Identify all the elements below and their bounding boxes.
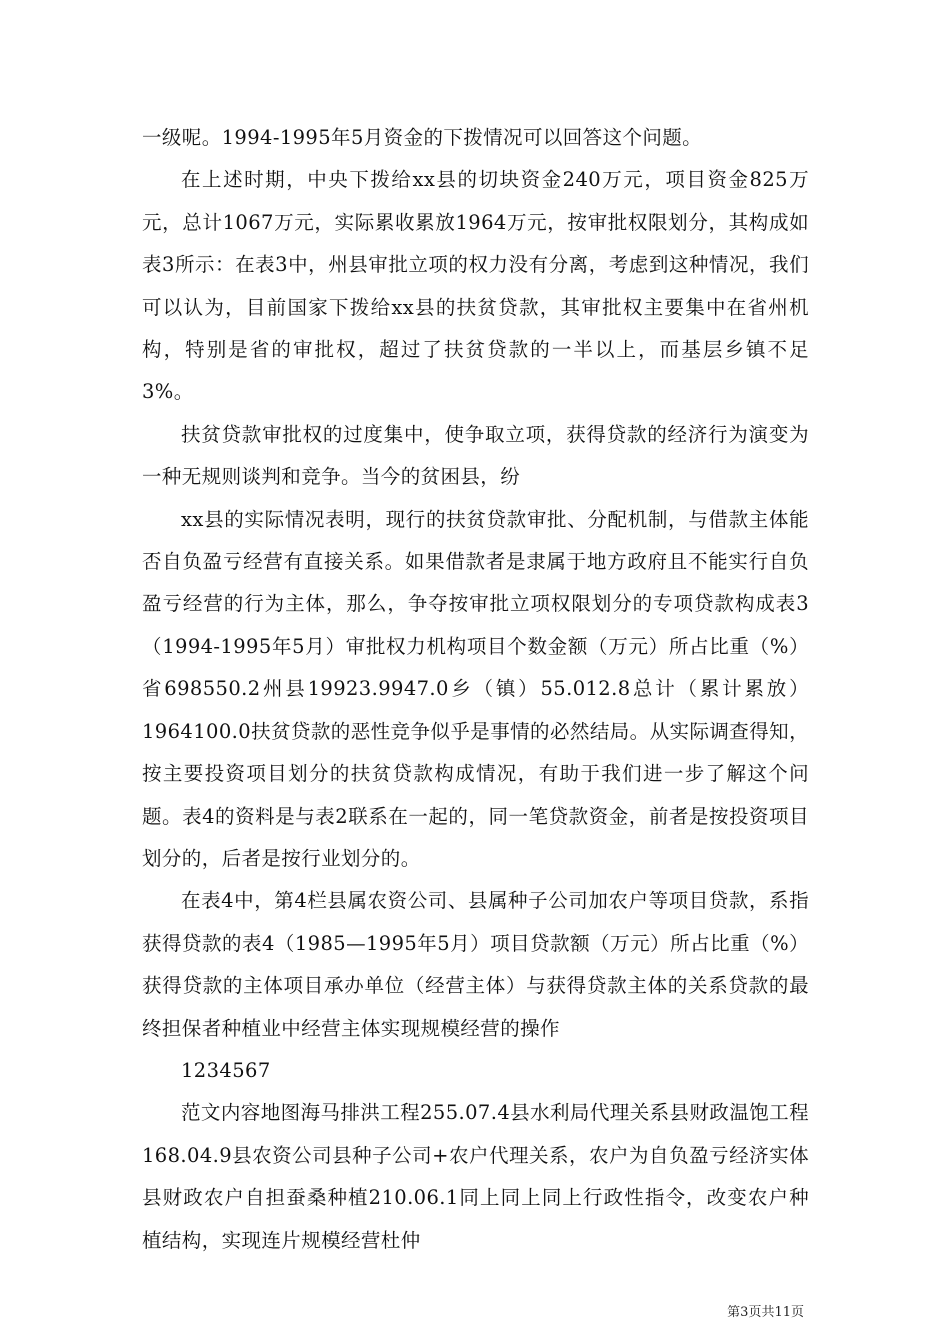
paragraph-1: 一级呢。1994-1995年5月资金的下拨情况可以回答这个问题。 [142, 126, 703, 149]
paragraph-6: 1234567 [181, 1058, 271, 1082]
document-body [142, 117, 809, 1262]
page-number-footer: 第3页共11页 [727, 1305, 804, 1320]
paragraph-5: 在表4中，第4栏县属农资公司、县属种子公司加农户等项目贷款，系指获得贷款的表4（1985—1995年5月）项目贷款额（万元）所占比重（%）获得贷款的主体项目承办单位（经营主体）与获得贷款主体的关系贷款的最终担保者种植业中经营主体实现规模经营的操作 [142, 889, 809, 1040]
paragraph-2: 在上述时期，中央下拨给xx县的切块资金240万元，项目资金825万元，总计1067万元，实际累收累放1964万元，按审批权限划分，其构成如表3所示：在表3中，州县审批立项的权力没有分离，考虑到这种情况，我们可以认为，目前国家下拨给xx县的扶贫贷款，其审批权主要集中在省州机构，特别是省的审批权，超过了扶贫贷款的一半以上，而基层乡镇不足3%。 [142, 168, 809, 404]
paragraph-7: 范文内容地图海马排洪工程255.07.4县水利局代理关系县财政温饱工程168.04.9县农资公司县种子公司+农户代理关系，农户为自负盈亏经济实体县财政农户自担蚕桑种植210.06.1同上同上同上行政性指令，改变农户种植结构，实现连片规模经营杜仲 [142, 1101, 809, 1252]
paragraph-4: xx县的实际情况表明，现行的扶贫贷款审批、分配机制，与借款主体能否自负盈亏经营有直接关系。如果借款者是隶属于地方政府且不能实行自负盈亏经营的行为主体，那么，争夺按审批立项权限划分的专项贷款构成表3（1994-1995年5月）审批权力机构项目个数金额（万元）所占比重（%）省698550.2州县19923.9947.0乡（镇）55.012.8总计（累计累放）1964100.0扶贫贷款的恶性竞争似乎是事情的必然结局。从实际调查得知，按主要投资项目划分的扶贫贷款构成情况，有助于我们进一步了解这个问题。表4的资料是与表2联系在一起的，同一笔贷款资金，前者是按投资项目划分的，后者是按行业划分的。 [142, 507, 809, 870]
paragraph-3: 扶贫贷款审批权的过度集中，使争取立项，获得贷款的经济行为演变为一种无规则谈判和竞争。当今的贫困县，纷 [142, 422, 809, 489]
